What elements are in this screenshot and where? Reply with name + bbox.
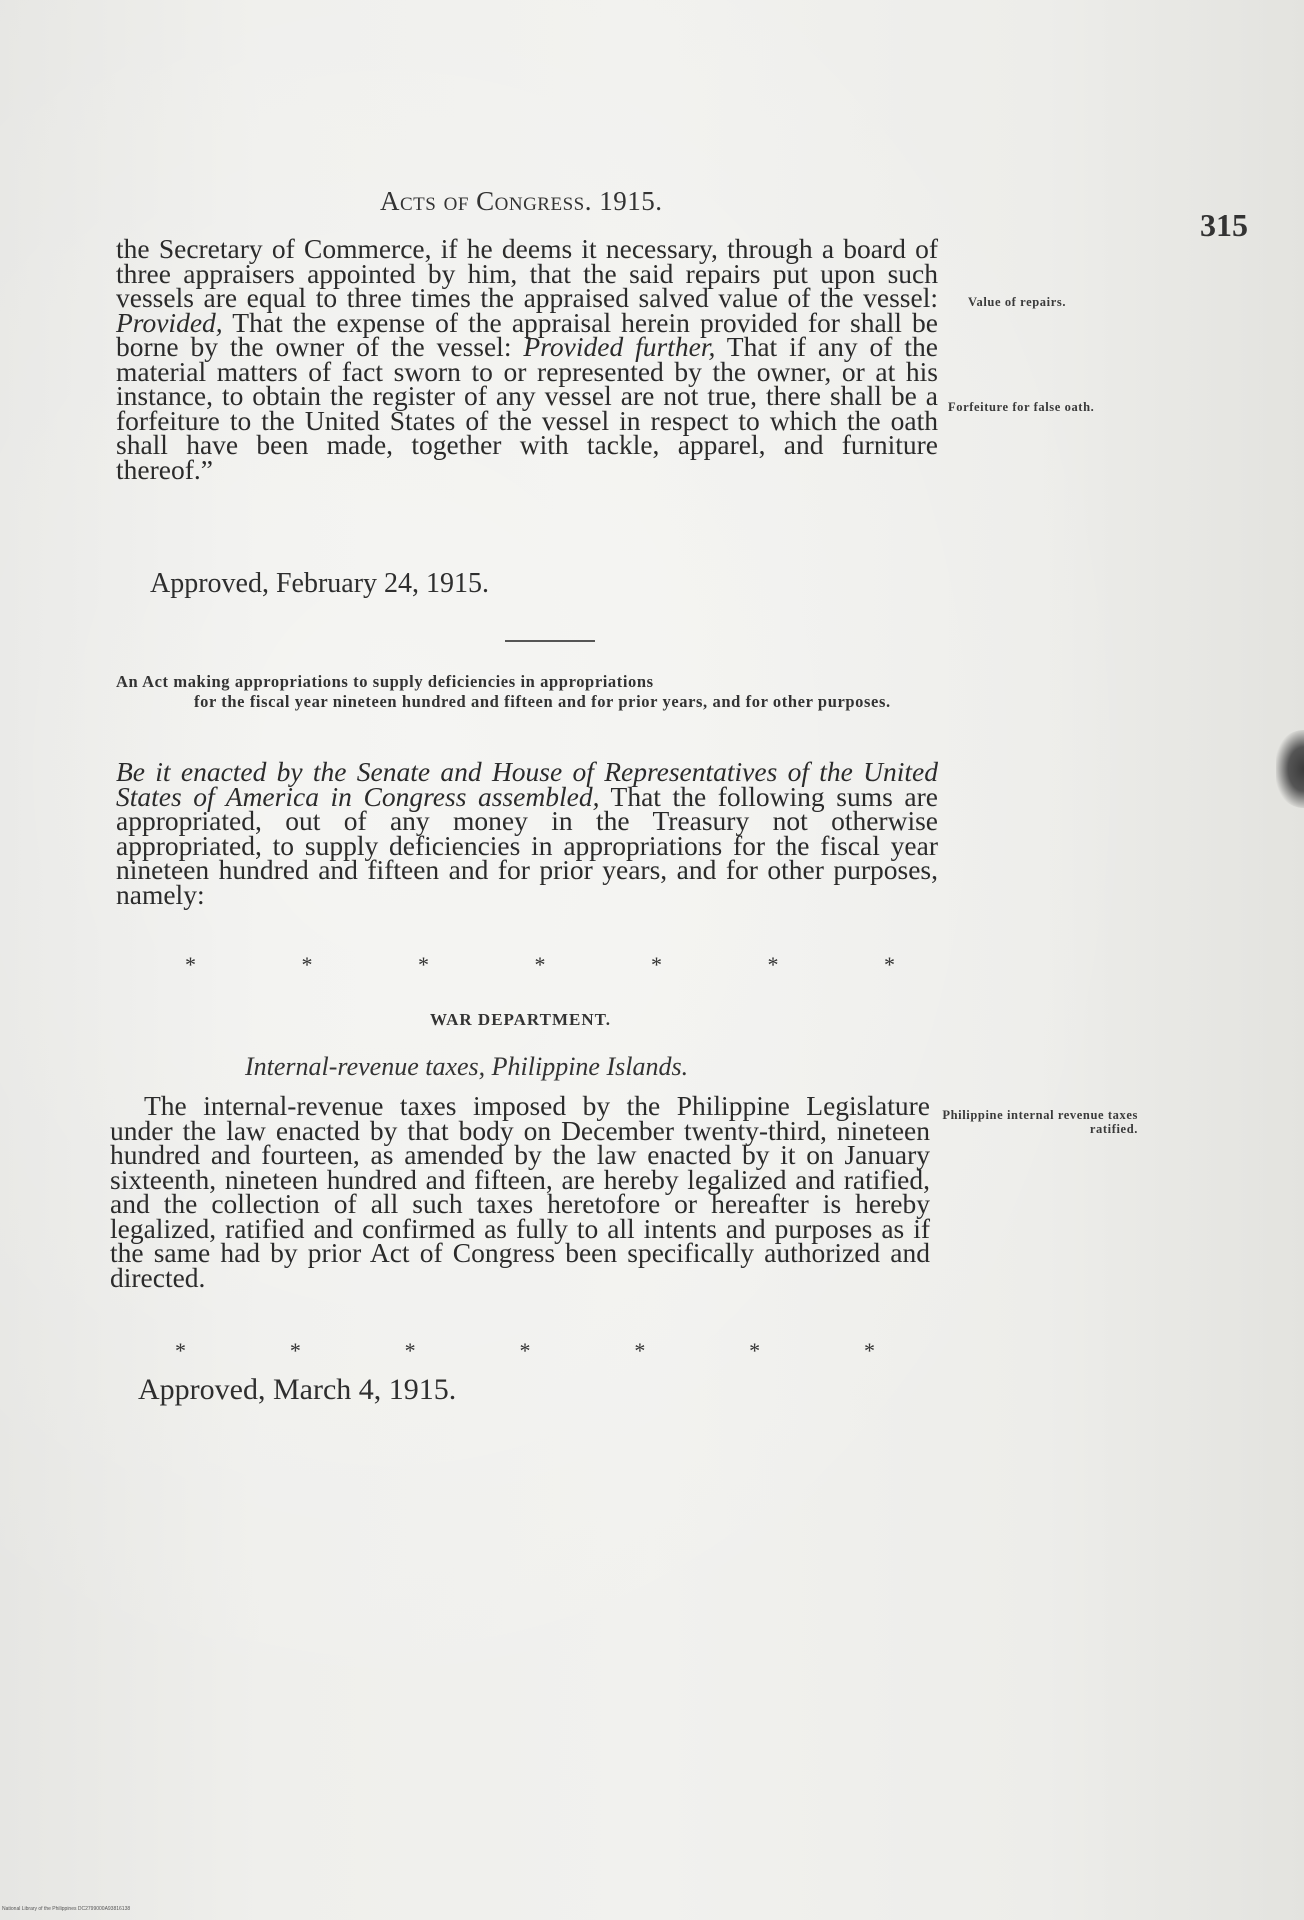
paragraph-text: The internal-revenue taxes imposed by the Philippine Legislature under the law enacted by that body on December twenty-third, nineteen hundred and fourteen, as amended by the law enacted by it on January sixteenth, nineteen hundred and fifteen, are hereby legalized and ratified, and the collection of all such taxes heretofore or hereafter is hereby legalized, ratified and confirmed as fully to all intents and purposes as if the same had by prior Act of Congress been specifically authorized and directed. (110, 1090, 930, 1293)
star: * (418, 952, 429, 977)
star: * (634, 1338, 646, 1363)
star: * (884, 952, 895, 977)
paragraph-text: That the expense of the appraisal herein provided for shall be borne by the owner of the vessel: (116, 306, 938, 362)
star: * (767, 952, 779, 977)
paragraph-text: the Secretary of Commerce, if he deems it necessary, through a board of three appraisers appointed by him, that the said repairs put upon such vessels are equal to three times the appraised salved value of the vessel: (116, 233, 938, 313)
philippine-taxes-paragraph (110, 1090, 930, 1293)
act-title-line2: for the fiscal year nineteen hundred and fifteen and for prior years, and for other purposes. (194, 692, 891, 711)
margin-note-philippine-taxes: Philippine internal revenue taxes ratified. (942, 1108, 1138, 1136)
star: * (175, 1338, 186, 1363)
margin-note-value-of-repairs: Value of repairs. (968, 295, 1067, 309)
star: * (863, 1338, 875, 1363)
approval-date-march: Approved, March 4, 1915. (138, 1373, 457, 1406)
running-head: Acts of Congress. 1915. (380, 186, 663, 216)
star: * (519, 1338, 531, 1363)
ellipsis-stars-2 (175, 1338, 875, 1364)
section-divider (505, 640, 595, 642)
star: * (289, 1338, 301, 1363)
star: * (651, 952, 662, 977)
star: * (301, 952, 313, 977)
page-number: 315 (1200, 207, 1248, 243)
star: * (749, 1338, 761, 1363)
war-department-heading: WAR DEPARTMENT. (430, 1010, 611, 1029)
page-edge-shadow (1276, 730, 1304, 808)
approval-date-february: Approved, February 24, 1915. (150, 568, 490, 599)
act-title-line1: An Act making appropriations to supply deficiencies in appropriations (116, 672, 654, 691)
enacting-italic: Be it enacted by the Senate and House of Representatives of the United States of America in Congress assembled, (116, 756, 938, 812)
star: * (185, 952, 196, 977)
footer-source-line: National Library of the Philippines DC2799000A93816138 (2, 1906, 131, 1912)
ellipsis-stars-1 (185, 952, 895, 978)
provided-further-italic: Provided further, (523, 331, 716, 362)
act-title (116, 672, 936, 712)
section-paragraph-vessel-repairs (116, 233, 938, 485)
margin-note-forfeiture: Forfeiture for false oath. (948, 400, 1095, 414)
star: * (534, 952, 546, 977)
enacting-text: That the following sums are appropriated, out of any money in the Treasury not otherwise appropriated, to supply deficiencies in appropriations for the fiscal year nineteen hundred and fifteen and for prior years, and for other purposes, namely: (116, 780, 938, 910)
enacting-clause (116, 756, 938, 910)
internal-revenue-subheading: Internal-revenue taxes, Philippine Islands. (245, 1052, 689, 1081)
paragraph-text: That if any of the material matters of fact sworn to or represented by the owner, or at his instance, to obtain the register of any vessel are not true, there shall be a forfeiture to the United States of the vessel in respect to which the oath shall have been made, together with tackle, apparel, and furniture thereof.” (116, 331, 938, 485)
provided-italic: Provided, (116, 306, 223, 338)
star: * (404, 1338, 416, 1363)
